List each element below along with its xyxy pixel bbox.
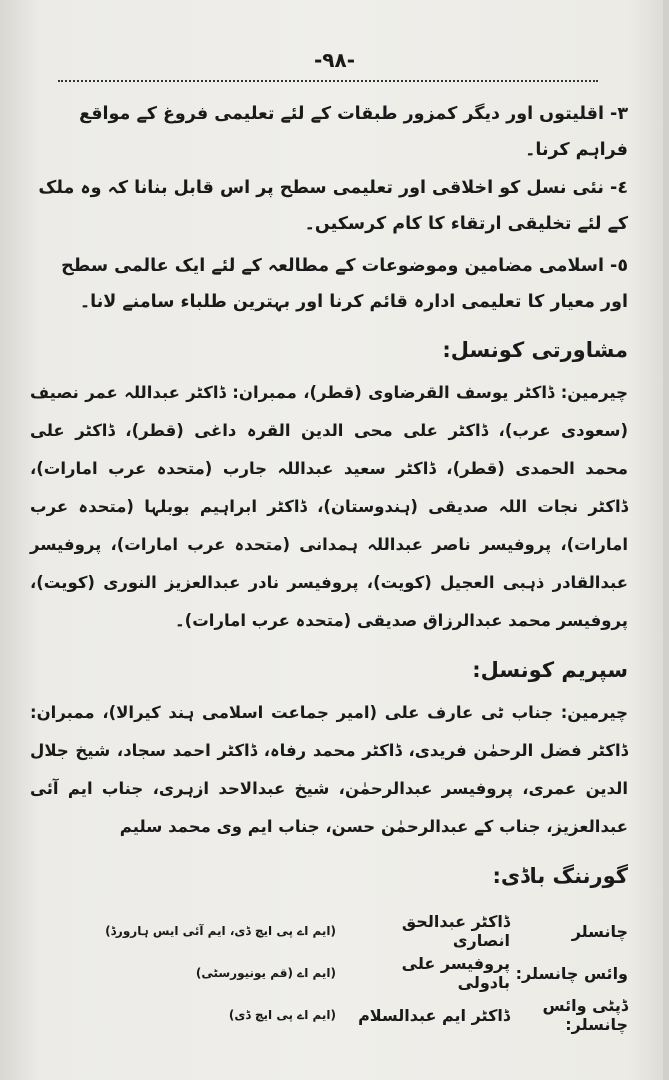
governing-row-chancellor <box>30 910 628 952</box>
governing-degree: (ایم اے پی ایچ ڈی) <box>228 1008 336 1022</box>
governing-row-deputy-vice-chancellor <box>30 994 628 1036</box>
objective-item-4: ٤- نئی نسل کو اخلاقی اور تعلیمی سطح پر اس قابل بنانا کہ وہ ملک کے لئے تخلیقی ارتقاء کا کام کرسکیں۔ <box>38 178 628 234</box>
governing-title: وائس چانسلر: <box>515 963 628 983</box>
page-content <box>30 92 628 1036</box>
objective-item-3: ٣- اقلیتوں اور دیگر کمزور طبقات کے لئے تعلیمی فروغ کے مواقع فراہم کرنا۔ <box>79 104 628 160</box>
paper-edge-shadow <box>663 0 669 1080</box>
governing-title: چانسلر <box>571 921 628 941</box>
governing-degree: (ایم اے پی ایچ ڈی، ایم آئی ایس ہارورڈ) <box>105 924 336 938</box>
page-number: -٩٨- <box>313 48 356 72</box>
objective-item-5: ٥- اسلامی مضامین وموضوعات کے مطالعہ کے لئے ایک عالمی سطح اور معیار کا تعلیمی ادارہ قائم کرنا اور بہترین طلباء سامنے لانا۔ <box>61 256 628 312</box>
advisory-council-heading: مشاورتی کونسل: <box>442 338 628 362</box>
governing-body-heading: گورننگ باڈی: <box>492 864 628 888</box>
governing-name: ڈاکٹر عبدالحق انصاری <box>401 912 510 950</box>
advisory-council-members: چیرمین: ڈاکٹر یوسف القرضاوی (قطر)، ممبران: ڈاکٹر عبداللہ عمر نصیف (سعودی عرب)، ڈاکٹر علی محی الدین القرہ داغی (قطر)، ڈاکٹر علی محمد الحمدی (قطر)، ڈاکٹر سعید عبداللہ جارب (متحدہ عرب امارات)، ڈاکٹر نجات اللہ صدیقی (ہندوستان)، ڈاکٹر ابراہیم بوبلہا (متحدہ عرب امارات)، پروفیسر ناصر عبداللہ ہمدانی (متحدہ عرب امارات)، پروفیسر عبدالقادر ذہبی العجیل (کویت)، پروفیسر نادر عبدالعزیز النوری (کویت)، پروفیسر محمد عبدالرزاق صدیقی (متحدہ عرب امارات)۔ <box>30 383 628 630</box>
supreme-council-members: چیرمین: جناب ٹی عارف علی (امیر جماعت اسلامی ہند کیرالا)، ممبران: ڈاکٹر فضل الرحمٰن فریدی، ڈاکٹر محمد رفاہ، ڈاکٹر احمد سجاد، شیخ جلال الدین عمری، پروفیسر عبدالرحمٰن، شیخ عبدالاحد ازہری، جناب ایم آئی عبدالعزیز، جناب کے عبدالرحمٰن حسن، جناب ایم وی محمد سلیم <box>30 703 628 836</box>
governing-degree: (ایم اے (قم یونیورسٹی) <box>195 966 336 980</box>
governing-name: پروفیسر علی بادولی <box>401 954 510 992</box>
header-divider <box>58 80 598 82</box>
supreme-council-heading: سپریم کونسل: <box>472 658 628 682</box>
governing-row-vice-chancellor <box>30 952 628 994</box>
governing-name: ڈاکٹر ایم عبدالسلام <box>358 1005 510 1025</box>
governing-title: ڈپٹی وائس چانسلر: <box>542 996 628 1034</box>
